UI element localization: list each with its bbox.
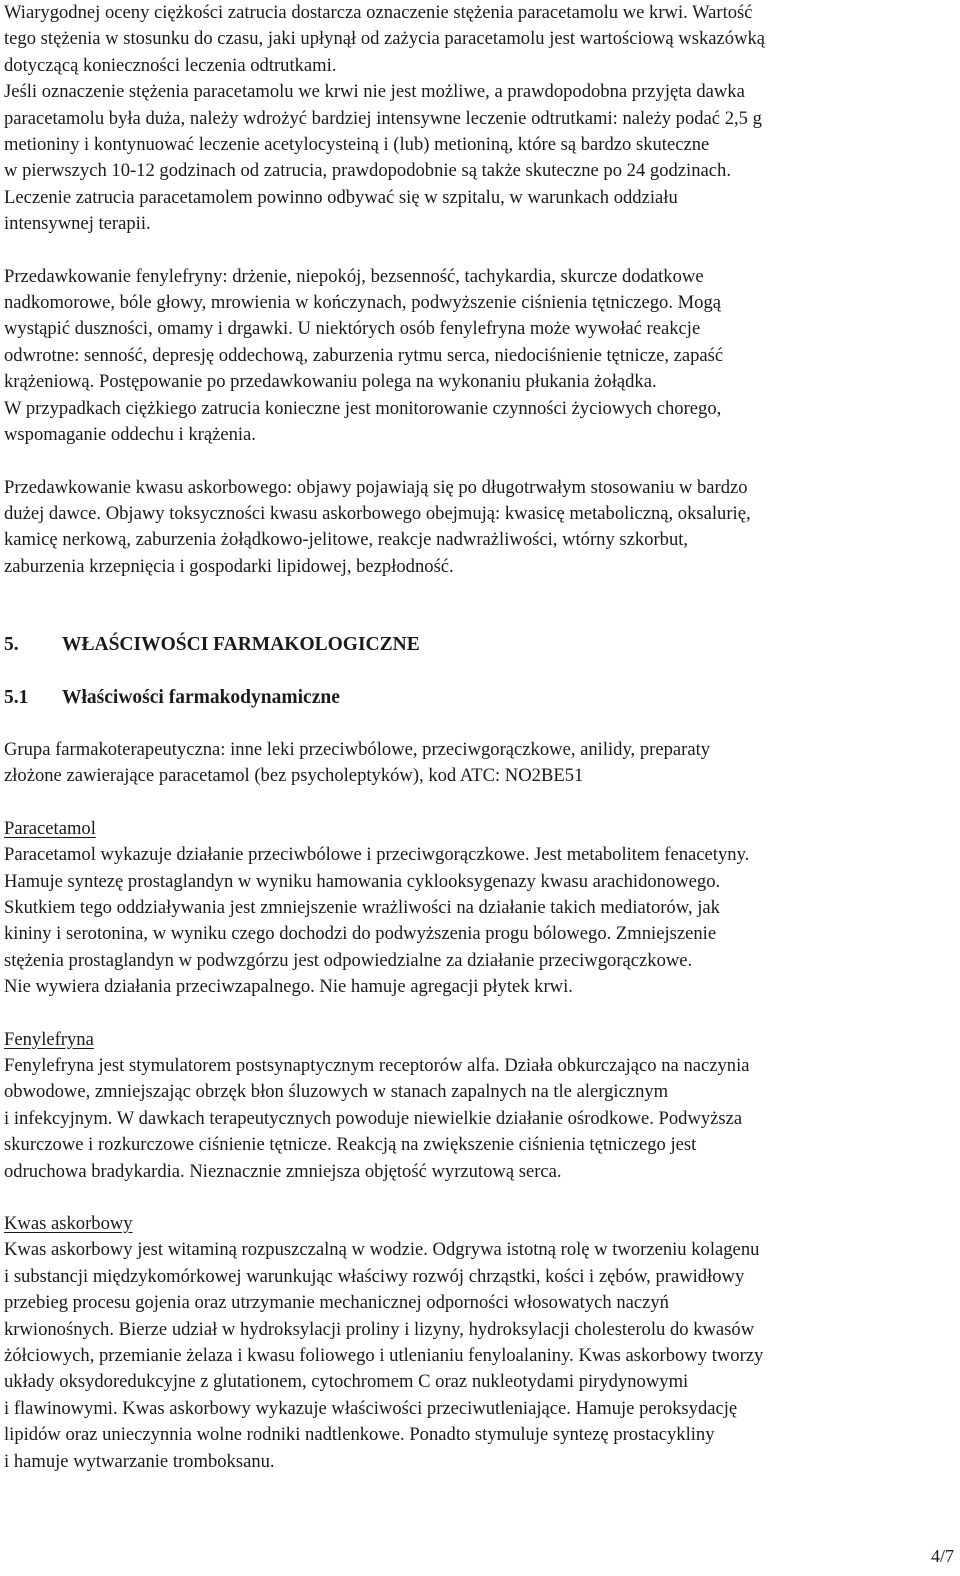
subsection-paracetamol (4, 816, 954, 1001)
text-line: Przedawkowanie fenylefryny: drżenie, niepokój, bezsenność, tachykardia, skurcze dodatkowe (4, 265, 704, 287)
text-line: Jeśli oznaczenie stężenia paracetamolu we krwi nie jest możliwe, a prawdopodobna przyjęta dawka (4, 81, 745, 103)
document-page (4, 0, 954, 1475)
text-line: Nie wywiera działania przeciwzapalnego. Nie hamuje agregacji płytek krwi. (4, 976, 573, 998)
text-line: obwodowe, zmniejszając obrzęk błon śluzowych w stanach zapalnych na tle alergicznym (4, 1081, 669, 1103)
text-line: tego stężenia w stosunku do czasu, jaki upłynął od zażycia paracetamolu jest wartościową wskazówką (4, 28, 766, 50)
paragraph-antidote-treatment (4, 79, 954, 237)
text-line: Wiarygodnej oceny ciężkości zatrucia dostarcza oznaczenie stężenia paracetamolu we krwi. Wartość (4, 2, 753, 23)
subsection-heading: Paracetamol (4, 817, 96, 839)
text-line: krążeniową. Postępowanie po przedawkowaniu polega na wykonaniu płukania żołądka. (4, 371, 657, 393)
text-line: żółciowych, przemianie żelaza i kwasu foliowego i utlenianiu fenyloalaniny. Kwas askorbowy tworzy (4, 1345, 764, 1367)
text-line: wystąpić duszności, omamy i drgawki. U niektórych osób fenylefryna może wywołać reakcje (4, 318, 701, 340)
paragraph-paracetamol-blood-level (4, 0, 954, 79)
text-line: Grupa farmakoterapeutyczna: inne leki przeciwbólowe, przeciwgorączkowe, anilidy, preparaty (4, 738, 711, 760)
text-line: i hamuje wytwarzanie tromboksanu. (4, 1450, 275, 1472)
paragraph-phenylephrine-overdose (4, 264, 954, 449)
text-line: dotyczącą konieczności leczenia odtrutkami. (4, 54, 337, 76)
text-line: Przedawkowanie kwasu askorbowego: objawy pojawiają się po długotrwałym stosowaniu w bardzo (4, 476, 748, 498)
text-line: Kwas askorbowy jest witaminą rozpuszczalną w wodzie. Odgrywa istotną rolę w tworzeniu kolagenu (4, 1239, 760, 1261)
text-line: Hamuje syntezę prostaglandyn w wyniku hamowania cyklooksygenazy kwasu arachidonowego. (4, 870, 721, 892)
text-line: W przypadkach ciężkiego zatrucia konieczne jest monitorowanie czynności życiowych chorego, (4, 397, 722, 419)
text-line: i flawinowymi. Kwas askorbowy wykazuje właściwości przeciwutleniające. Hamuje peroksydację (4, 1397, 738, 1419)
text-line: układy oksydoredukcyjne z glutationem, cytochromem C oraz nukleotydami pirydynowymi (4, 1371, 689, 1393)
text-line: przebieg procesu gojenia oraz utrzymanie mechanicznej odporności włosowatych naczyń (4, 1292, 669, 1314)
section-title: Właściwości farmakodynamiczne (62, 686, 340, 708)
text-line: zaburzenia krzepnięcia i gospodarki lipidowej, bezpłodność. (4, 555, 454, 577)
text-line: Paracetamol wykazuje działanie przeciwbólowe i przeciwgorączkowe. Jest metabolitem fenacetyny. (4, 844, 750, 866)
section-number: 5. (4, 634, 19, 656)
text-line: Leczenie zatrucia paracetamolem powinno odbywać się w szpitalu, w warunkach oddziału (4, 186, 678, 208)
paragraph-ascorbic-overdose (4, 475, 954, 581)
text-line: kamicę nerkową, zaburzenia żołądkowo-jelitowe, reakcje nadwrażliwości, wtórny szkorbut, (4, 529, 689, 551)
text-line: metioniny i kontynuować leczenie acetylocysteiną i (lub) metioniną, które są bardzo skuteczne (4, 134, 710, 156)
subsection-heading: Fenylefryna (4, 1028, 94, 1050)
text-line: stężenia prostaglandyn w podwzgórzu jest odpowiedzialne za działanie przeciwgorączkowe. (4, 949, 693, 971)
text-line: wspomaganie oddechu i krążenia. (4, 424, 256, 446)
text-line: złożone zawierające paracetamol (bez psycholeptyków), kod ATC: NO2BE51 (4, 765, 584, 787)
text-line: intensywnej terapii. (4, 213, 151, 235)
text-line: paracetamolu była duża, należy wdrożyć bardziej intensywne leczenie odtrutkami: należy podać 2,5 g (4, 107, 762, 129)
text-line: lipidów oraz unieczynnia wolne rodniki nadtlenkowe. Ponadto stymuluje syntezę prostacykliny (4, 1424, 715, 1446)
text-line: w pierwszych 10-12 godzinach od zatrucia, prawdopodobnie są także skuteczne po 24 godzinach. (4, 160, 731, 182)
text-line: skurczowe i rozkurczowe ciśnienie tętnicze. Reakcją na zwiększenie ciśnienia tętniczego jest (4, 1134, 697, 1156)
section-title: WŁAŚCIWOŚCI FARMAKOLOGICZNE (62, 634, 420, 656)
subsection-ascorbic-acid (4, 1211, 954, 1475)
text-line: nadkomorowe, bóle głowy, mrowienia w kończynach, podwyższenie ciśnienia tętniczego. Mogą (4, 292, 722, 314)
section-number: 5.1 (4, 686, 29, 708)
section-5-1-heading (4, 685, 954, 711)
text-line: i substancji międzykomórkowej warunkując właściwy rozwój chrząstki, kości i zębów, prawidłowy (4, 1265, 745, 1287)
subsection-phenylephrine (4, 1027, 954, 1185)
section-5-heading (4, 632, 954, 658)
paragraph-pharmacotherapeutic-group (4, 737, 954, 790)
text-line: odwrotne: senność, depresję oddechową, zaburzenia rytmu serca, niedociśnienie tętnicze, zapaść (4, 344, 724, 366)
text-line: Skutkiem tego oddziaływania jest zmniejszenie wrażliwości na działanie takich mediatorów, jak (4, 896, 720, 918)
text-line: dużej dawce. Objawy toksyczności kwasu askorbowego obejmują: kwasicę metaboliczną, oksalurię, (4, 502, 751, 524)
text-line: i infekcyjnym. W dawkach terapeutycznych powoduje niewielkie działanie ośrodkowe. Podwyższa (4, 1107, 743, 1129)
text-line: Fenylefryna jest stymulatorem postsynaptycznym receptorów alfa. Działa obkurczająco na naczynia (4, 1055, 750, 1076)
subsection-heading: Kwas askorbowy (4, 1213, 133, 1235)
page-number: 4/7 (930, 1546, 954, 1566)
text-line: odruchowa bradykardia. Nieznacznie zmniejsza objętość wyrzutową serca. (4, 1160, 562, 1182)
text-line: kininy i serotonina, w wyniku czego dochodzi do podwyższenia progu bólowego. Zmniejszenie (4, 923, 717, 945)
text-line: krwionośnych. Bierze udział w hydroksylacji proliny i lizyny, hydroksylacji cholesterolu do kwasów (4, 1318, 755, 1340)
